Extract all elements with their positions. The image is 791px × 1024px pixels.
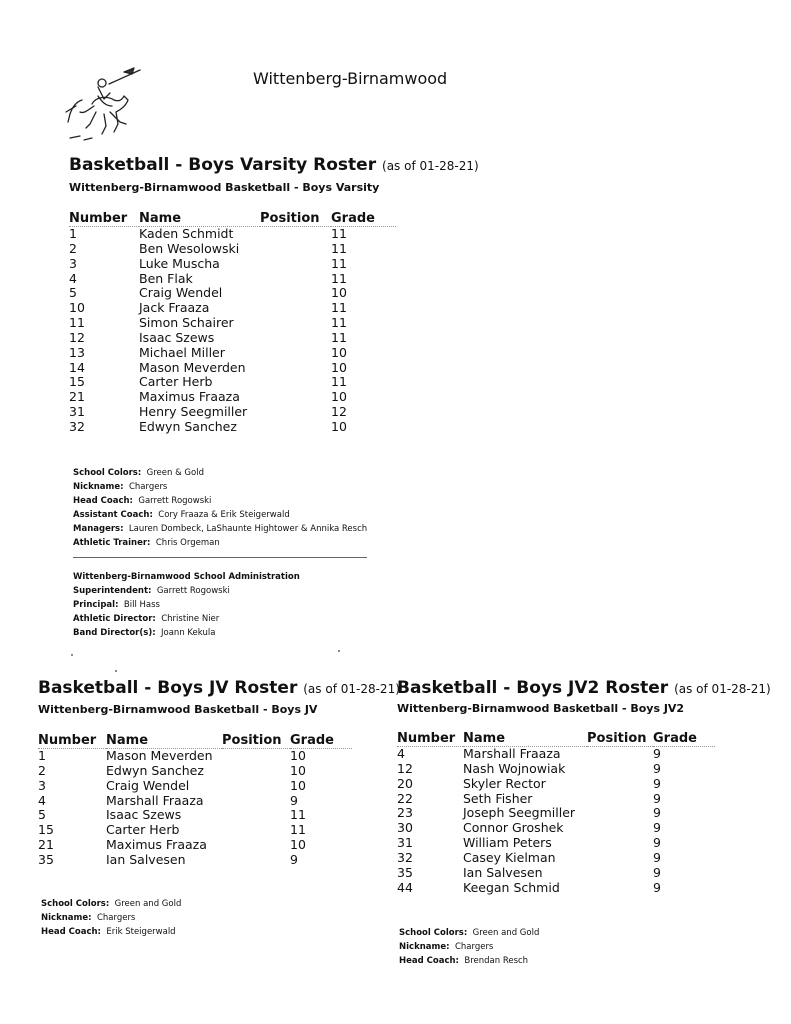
player-grade: 11 <box>331 300 347 316</box>
info-line <box>399 954 539 968</box>
info-label: School Colors: <box>73 468 142 478</box>
info-value: Green & Gold <box>146 468 204 478</box>
jv-rows <box>38 749 352 868</box>
player-position <box>260 227 331 242</box>
info-value: Garrett Rogowski <box>138 496 212 506</box>
player-name: Seth Fisher <box>463 790 533 806</box>
player-name: Maximus Fraaza <box>106 837 207 853</box>
info-value: Erik Steigerwald <box>106 927 176 937</box>
info-label: Managers: <box>73 524 124 534</box>
info-value: Joann Kekula <box>161 628 216 638</box>
info-value: Chargers <box>454 942 494 952</box>
player-number: 14 <box>69 359 85 375</box>
player-grade: 9 <box>653 746 661 761</box>
school-header: Wittenberg-Birnamwood <box>253 69 448 88</box>
jv-info-block <box>41 897 181 939</box>
info-line <box>73 612 300 626</box>
table-row <box>397 792 715 807</box>
player-number: 5 <box>38 807 46 823</box>
player-number: 31 <box>397 835 413 851</box>
info-value: Green and Gold <box>114 899 182 909</box>
table-row <box>38 823 352 838</box>
table-row <box>69 420 396 435</box>
charger-knight-logo-icon <box>62 66 148 148</box>
player-name: Ian Salvesen <box>463 864 543 880</box>
player-name: William Peters <box>463 835 552 851</box>
jv-title-text: Basketball - Boys JV Roster <box>38 678 298 698</box>
column-header-position: Position <box>222 732 290 749</box>
player-grade: 10 <box>331 359 347 375</box>
table-row <box>397 851 715 866</box>
player-number: 2 <box>38 762 46 778</box>
info-line <box>399 926 539 940</box>
varsity-header-row <box>69 210 396 227</box>
player-name: Carter Herb <box>106 822 180 838</box>
player-position <box>260 361 331 376</box>
column-header-name: Name <box>463 730 587 747</box>
info-value: Chris Orgeman <box>155 538 220 548</box>
player-position <box>587 792 653 807</box>
player-position <box>222 794 290 809</box>
table-row <box>38 853 352 868</box>
info-label: Athletic Director: <box>73 614 156 624</box>
scan-speck <box>115 670 117 672</box>
info-value: Chargers <box>96 913 136 923</box>
player-number: 31 <box>69 404 85 420</box>
player-number: 15 <box>69 374 85 390</box>
info-value: Green and Gold <box>472 928 540 938</box>
player-number: 35 <box>397 864 413 880</box>
info-line <box>73 598 300 612</box>
player-grade: 9 <box>653 820 661 836</box>
jv2-header-row <box>397 730 715 747</box>
player-position <box>260 390 331 405</box>
table-row <box>69 331 396 346</box>
info-line <box>73 584 300 598</box>
player-position <box>587 851 653 866</box>
info-line <box>73 536 367 550</box>
player-position <box>587 866 653 881</box>
player-number: 21 <box>38 837 54 853</box>
player-grade: 11 <box>331 240 347 256</box>
info-label: School Colors: <box>399 928 468 938</box>
info-line <box>41 911 181 925</box>
player-grade: 9 <box>290 792 298 808</box>
player-grade: 11 <box>331 329 347 345</box>
info-label: Head Coach: <box>41 927 101 937</box>
player-number: 12 <box>69 329 85 345</box>
player-position <box>222 764 290 779</box>
player-number: 4 <box>69 270 77 286</box>
player-name: Ben Flak <box>139 270 193 286</box>
jv2-roster-table <box>397 730 715 895</box>
info-label: Nickname: <box>399 942 450 952</box>
player-grade: 11 <box>331 374 347 390</box>
player-position <box>260 375 331 390</box>
administration-block <box>73 570 300 640</box>
player-grade: 10 <box>331 389 347 405</box>
player-name: Craig Wendel <box>106 777 190 793</box>
table-row <box>69 301 396 316</box>
player-number: 5 <box>69 285 77 301</box>
player-position <box>260 405 331 420</box>
jv2-as-of: (as of 01-28-21) <box>674 682 771 696</box>
jv2-title-text: Basketball - Boys JV2 Roster <box>397 678 669 698</box>
table-row <box>69 390 396 405</box>
table-row <box>69 286 396 301</box>
player-position <box>260 257 331 272</box>
scan-speck <box>71 654 73 656</box>
player-position <box>222 779 290 794</box>
player-name: Marshall Fraaza <box>106 792 204 808</box>
column-header-number: Number <box>38 732 106 749</box>
jv2-rows <box>397 747 715 896</box>
player-number: 35 <box>38 851 54 867</box>
player-name: Joseph Seegmiller <box>463 805 576 821</box>
player-position <box>260 420 331 435</box>
info-value: Brendan Resch <box>464 956 529 966</box>
player-grade: 12 <box>331 404 347 420</box>
player-name: Keegan Schmid <box>463 879 560 895</box>
player-number: 30 <box>397 820 413 836</box>
player-position <box>587 821 653 836</box>
administration-heading: Wittenberg-Birnamwood School Administration <box>73 572 300 582</box>
player-name: Skyler Rector <box>463 775 546 791</box>
player-number: 2 <box>69 240 77 256</box>
player-name: Michael Miller <box>139 344 225 360</box>
column-header-name: Name <box>106 732 222 749</box>
jv2-info-block <box>399 926 539 968</box>
info-label: Head Coach: <box>399 956 459 966</box>
player-grade: 11 <box>331 226 347 241</box>
player-number: 32 <box>397 849 413 865</box>
table-row <box>38 794 352 809</box>
column-header-grade: Grade <box>290 732 352 749</box>
info-line <box>41 925 181 939</box>
player-grade: 9 <box>653 775 661 791</box>
player-grade: 9 <box>653 805 661 821</box>
player-position <box>260 346 331 361</box>
table-row <box>397 747 715 762</box>
info-line <box>41 897 181 911</box>
player-name: Simon Schairer <box>139 315 234 331</box>
info-label: Superintendent: <box>73 586 152 596</box>
table-row <box>397 777 715 792</box>
player-name: Nash Wojnowiak <box>463 760 566 776</box>
player-position <box>222 823 290 838</box>
info-line <box>73 508 367 522</box>
table-row <box>69 316 396 331</box>
info-value: Bill Hass <box>123 600 160 610</box>
table-row <box>69 361 396 376</box>
player-position <box>587 747 653 762</box>
player-position <box>587 777 653 792</box>
player-name: Carter Herb <box>139 374 213 390</box>
varsity-roster-table <box>69 210 396 435</box>
column-header-position: Position <box>587 730 653 747</box>
player-name: Mason Meverden <box>106 748 213 763</box>
player-name: Casey Kielman <box>463 849 556 865</box>
info-value: Garrett Rogowski <box>156 586 230 596</box>
info-value: Cory Fraaza & Erik Steigerwald <box>158 510 290 520</box>
table-row <box>38 779 352 794</box>
jv2-roster-table-wrap <box>397 730 715 895</box>
player-grade: 10 <box>290 837 306 853</box>
player-name: Henry Seegmiller <box>139 404 248 420</box>
player-name: Mason Meverden <box>139 359 246 375</box>
player-position <box>260 331 331 346</box>
table-row <box>69 405 396 420</box>
player-position <box>222 838 290 853</box>
player-name: Connor Groshek <box>463 820 564 836</box>
player-grade: 10 <box>290 748 306 763</box>
player-number: 4 <box>38 792 46 808</box>
column-header-name: Name <box>139 210 260 227</box>
player-number: 22 <box>397 790 413 806</box>
player-name: Ian Salvesen <box>106 851 186 867</box>
player-position <box>260 242 331 257</box>
player-number: 21 <box>69 389 85 405</box>
varsity-roster-table-wrap <box>69 210 396 435</box>
info-value: Chargers <box>128 482 168 492</box>
player-grade: 10 <box>331 285 347 301</box>
player-position <box>260 272 331 287</box>
player-position <box>222 808 290 823</box>
table-row <box>38 808 352 823</box>
player-number: 20 <box>397 775 413 791</box>
info-value: Lauren Dombeck, LaShaunte Hightower & Annika Resch <box>128 524 368 534</box>
player-grade: 9 <box>653 790 661 806</box>
info-label: Assistant Coach: <box>73 510 153 520</box>
jv-roster-table-wrap <box>38 732 352 868</box>
jv-as-of: (as of 01-28-21) <box>303 682 400 696</box>
player-name: Luke Muscha <box>139 255 220 271</box>
varsity-title-text: Basketball - Boys Varsity Roster <box>69 155 377 175</box>
column-header-grade: Grade <box>331 210 396 227</box>
varsity-info-block <box>73 466 367 550</box>
table-row <box>397 821 715 836</box>
info-line <box>73 626 300 640</box>
player-name: Craig Wendel <box>139 285 223 301</box>
player-grade: 10 <box>290 777 306 793</box>
player-number: 1 <box>38 748 46 763</box>
player-position <box>587 881 653 896</box>
player-number: 23 <box>397 805 413 821</box>
player-grade: 10 <box>331 418 347 434</box>
info-line <box>73 466 367 480</box>
player-grade: 9 <box>653 835 661 851</box>
section-divider <box>73 557 367 558</box>
player-number: 10 <box>69 300 85 316</box>
jv-roster-title <box>38 678 400 698</box>
player-grade: 11 <box>331 315 347 331</box>
column-header-number: Number <box>69 210 139 227</box>
info-label: Athletic Trainer: <box>73 538 151 548</box>
varsity-subtitle: Wittenberg-Birnamwood Basketball - Boys Varsity <box>69 181 380 194</box>
table-row <box>397 806 715 821</box>
table-row <box>69 257 396 272</box>
player-grade: 9 <box>653 864 661 880</box>
jv-roster-table <box>38 732 352 868</box>
info-label: School Colors: <box>41 899 110 909</box>
player-number: 32 <box>69 418 85 434</box>
info-label: Band Director(s): <box>73 628 156 638</box>
player-name: Isaac Szews <box>139 329 215 345</box>
info-value: Christine Nier <box>161 614 220 624</box>
player-name: Jack Fraaza <box>139 300 210 316</box>
table-row <box>69 272 396 287</box>
player-grade: 11 <box>331 255 347 271</box>
info-line <box>399 940 539 954</box>
player-grade: 11 <box>290 807 306 823</box>
varsity-as-of: (as of 01-28-21) <box>382 159 479 173</box>
player-number: 1 <box>69 226 77 241</box>
player-position <box>587 836 653 851</box>
player-number: 11 <box>69 315 85 331</box>
player-position <box>260 286 331 301</box>
player-number: 3 <box>69 255 77 271</box>
info-label: Nickname: <box>73 482 124 492</box>
table-row <box>38 764 352 779</box>
table-row <box>69 375 396 390</box>
player-number: 15 <box>38 822 54 838</box>
player-position <box>260 301 331 316</box>
column-header-grade: Grade <box>653 730 715 747</box>
player-name: Isaac Szews <box>106 807 182 823</box>
player-name: Edwyn Sanchez <box>106 762 204 778</box>
player-position <box>587 806 653 821</box>
player-position <box>587 762 653 777</box>
player-position <box>222 853 290 868</box>
info-line <box>73 522 367 536</box>
table-row <box>69 242 396 257</box>
column-header-position: Position <box>260 210 331 227</box>
administration-items <box>73 584 300 640</box>
player-grade: 9 <box>290 851 298 867</box>
table-row <box>38 838 352 853</box>
player-number: 12 <box>397 760 413 776</box>
player-number: 4 <box>397 746 405 761</box>
player-name: Edwyn Sanchez <box>139 418 237 434</box>
jv2-roster-title <box>397 678 771 698</box>
player-name: Ben Wesolowski <box>139 240 240 256</box>
player-number: 44 <box>397 879 413 895</box>
player-grade: 11 <box>290 822 306 838</box>
player-name: Maximus Fraaza <box>139 389 240 405</box>
info-line <box>73 480 367 494</box>
table-row <box>397 866 715 881</box>
player-name: Kaden Schmidt <box>139 226 234 241</box>
info-label: Head Coach: <box>73 496 133 506</box>
player-number: 3 <box>38 777 46 793</box>
varsity-roster-title <box>69 155 479 175</box>
scan-speck <box>338 650 340 652</box>
varsity-rows <box>69 227 396 435</box>
player-position <box>222 749 290 764</box>
info-label: Nickname: <box>41 913 92 923</box>
player-grade: 9 <box>653 879 661 895</box>
info-line <box>73 494 367 508</box>
player-number: 13 <box>69 344 85 360</box>
info-label: Principal: <box>73 600 119 610</box>
player-name: Marshall Fraaza <box>463 746 561 761</box>
player-grade: 10 <box>331 344 347 360</box>
jv2-subtitle: Wittenberg-Birnamwood Basketball - Boys JV2 <box>397 702 685 715</box>
table-row <box>38 749 352 764</box>
table-row <box>397 762 715 777</box>
jv-header-row <box>38 732 352 749</box>
table-row <box>69 346 396 361</box>
table-row <box>397 881 715 896</box>
table-row <box>69 227 396 242</box>
jv-subtitle: Wittenberg-Birnamwood Basketball - Boys JV <box>38 703 318 716</box>
table-row <box>397 836 715 851</box>
player-grade: 10 <box>290 762 306 778</box>
column-header-number: Number <box>397 730 463 747</box>
player-grade: 9 <box>653 849 661 865</box>
player-position <box>260 316 331 331</box>
player-grade: 9 <box>653 760 661 776</box>
player-grade: 11 <box>331 270 347 286</box>
